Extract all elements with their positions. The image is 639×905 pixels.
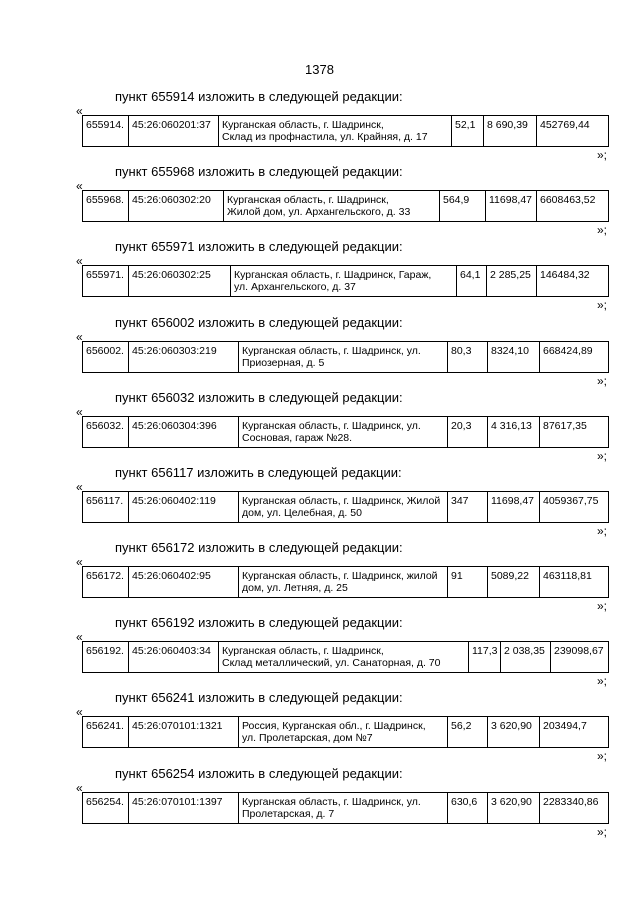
open-quote: « xyxy=(76,405,83,419)
entry-number: 655914. xyxy=(83,116,129,147)
entry-block xyxy=(0,766,639,841)
table-row xyxy=(83,717,609,748)
area: 347 xyxy=(448,492,488,523)
address: Курганская область, г. Шадринск, ул. Сосновая, гараж №28. xyxy=(239,417,448,448)
address: Курганская область, г. Шадринск, Жилой дом, ул. Целебная, д. 50 xyxy=(239,492,448,523)
close-quote: »; xyxy=(597,599,608,613)
entry-table xyxy=(82,491,609,523)
entry-heading: пункт 656002 изложить в следующей редакции: xyxy=(115,315,403,330)
table-row xyxy=(83,342,609,373)
area: 52,1 xyxy=(452,116,484,147)
entry-heading: пункт 655968 изложить в следующей редакции: xyxy=(115,164,403,179)
entry-number: 656192. xyxy=(83,642,129,673)
specific-value: 8 690,39 xyxy=(484,116,537,147)
cadastral-value: 146484,32 xyxy=(537,266,609,297)
area: 91 xyxy=(448,567,488,598)
close-quote: »; xyxy=(597,148,608,162)
specific-value: 5089,22 xyxy=(488,567,540,598)
entry-number: 656254. xyxy=(83,793,129,824)
cadastral-value: 203494,7 xyxy=(540,717,609,748)
open-quote: « xyxy=(76,330,83,344)
area: 564,9 xyxy=(440,191,486,222)
specific-value: 2 038,35 xyxy=(501,642,551,673)
table-row xyxy=(83,116,609,147)
table-row xyxy=(83,492,609,523)
area: 64,1 xyxy=(457,266,487,297)
cadastral-value: 463118,81 xyxy=(540,567,609,598)
address: Курганская область, г. Шадринск, Склад металлический, ул. Санаторная, д. 70 xyxy=(219,642,469,673)
entry-number: 656241. xyxy=(83,717,129,748)
address: Курганская область, г. Шадринск, Склад из профнастила, ул. Крайняя, д. 17 xyxy=(219,116,452,147)
entry-heading: пункт 656192 изложить в следующей редакции: xyxy=(115,615,403,630)
close-quote: »; xyxy=(597,374,608,388)
cadastral-value: 87617,35 xyxy=(540,417,609,448)
cadastral-value: 452769,44 xyxy=(537,116,609,147)
entry-number: 656032. xyxy=(83,417,129,448)
entry-table xyxy=(82,416,609,448)
entry-block xyxy=(0,315,639,390)
address: Курганская область, г. Шадринск, Жилой дом, ул. Архангельского, д. 33 xyxy=(224,191,440,222)
close-quote: »; xyxy=(597,674,608,688)
cadastral-number: 45:26:060302:20 xyxy=(129,191,224,222)
close-quote: »; xyxy=(597,449,608,463)
area: 117,3 xyxy=(469,642,501,673)
address: Курганская область, г. Шадринск, ул. Пролетарская, д. 7 xyxy=(239,793,448,824)
cadastral-number: 45:26:060302:25 xyxy=(129,266,231,297)
entry-table xyxy=(82,641,609,673)
entry-heading: пункт 655971 изложить в следующей редакции: xyxy=(115,239,403,254)
area: 630,6 xyxy=(448,793,488,824)
open-quote: « xyxy=(76,104,83,118)
entry-heading: пункт 656032 изложить в следующей редакции: xyxy=(115,390,403,405)
entry-block xyxy=(0,390,639,465)
cadastral-value: 668424,89 xyxy=(540,342,609,373)
address: Курганская область, г. Шадринск, ул. Приозерная, д. 5 xyxy=(239,342,448,373)
table-row xyxy=(83,191,609,222)
entry-table xyxy=(82,566,609,598)
specific-value: 3 620,90 xyxy=(488,793,540,824)
cadastral-value: 2283340,86 xyxy=(540,793,609,824)
entry-heading: пункт 656172 изложить в следующей редакции: xyxy=(115,540,403,555)
entry-table xyxy=(82,716,609,748)
entry-number: 655971. xyxy=(83,266,129,297)
close-quote: »; xyxy=(597,749,608,763)
specific-value: 8324,10 xyxy=(488,342,540,373)
entry-number: 655968. xyxy=(83,191,129,222)
cadastral-number: 45:26:060303:219 xyxy=(129,342,239,373)
table-row xyxy=(83,266,609,297)
entry-number: 656002. xyxy=(83,342,129,373)
area: 80,3 xyxy=(448,342,488,373)
area: 56,2 xyxy=(448,717,488,748)
entry-block xyxy=(0,164,639,239)
entry-block xyxy=(0,540,639,615)
entry-table xyxy=(82,265,609,297)
close-quote: »; xyxy=(597,524,608,538)
specific-value: 2 285,25 xyxy=(487,266,537,297)
entry-block xyxy=(0,239,639,314)
cadastral-number: 45:26:070101:1321 xyxy=(129,717,239,748)
open-quote: « xyxy=(76,705,83,719)
close-quote: »; xyxy=(597,298,608,312)
open-quote: « xyxy=(76,179,83,193)
open-quote: « xyxy=(76,480,83,494)
specific-value: 3 620,90 xyxy=(488,717,540,748)
entry-table xyxy=(82,792,609,824)
open-quote: « xyxy=(76,254,83,268)
specific-value: 11698,47 xyxy=(486,191,537,222)
close-quote: »; xyxy=(597,825,608,839)
entry-heading: пункт 656241 изложить в следующей редакции: xyxy=(115,690,403,705)
cadastral-number: 45:26:070101:1397 xyxy=(129,793,239,824)
entry-heading: пункт 656117 изложить в следующей редакции: xyxy=(115,465,402,480)
address: Курганская область, г. Шадринск, Гараж, ул. Архангельского, д. 37 xyxy=(231,266,457,297)
entry-table xyxy=(82,115,609,147)
entry-table xyxy=(82,190,609,222)
cadastral-number: 45:26:060402:119 xyxy=(129,492,239,523)
open-quote: « xyxy=(76,781,83,795)
entry-block xyxy=(0,615,639,690)
area: 20,3 xyxy=(448,417,488,448)
entry-block xyxy=(0,465,639,540)
address: Россия, Курганская обл., г. Шадринск, ул. Пролетарская, дом №7 xyxy=(239,717,448,748)
close-quote: »; xyxy=(597,223,608,237)
entry-heading: пункт 655914 изложить в следующей редакции: xyxy=(115,89,403,104)
table-row xyxy=(83,567,609,598)
cadastral-number: 45:26:060304:396 xyxy=(129,417,239,448)
entry-number: 656172. xyxy=(83,567,129,598)
entry-heading: пункт 656254 изложить в следующей редакции: xyxy=(115,766,403,781)
open-quote: « xyxy=(76,555,83,569)
table-row xyxy=(83,793,609,824)
cadastral-value: 6608463,52 xyxy=(537,191,609,222)
address: Курганская область, г. Шадринск, жилой дом, ул. Летняя, д. 25 xyxy=(239,567,448,598)
entry-block xyxy=(0,89,639,164)
specific-value: 11698,47 xyxy=(488,492,540,523)
specific-value: 4 316,13 xyxy=(488,417,540,448)
entry-table xyxy=(82,341,609,373)
table-row xyxy=(83,642,609,673)
open-quote: « xyxy=(76,630,83,644)
cadastral-number: 45:26:060201:37 xyxy=(129,116,219,147)
cadastral-value: 4059367,75 xyxy=(540,492,609,523)
page-number: 1378 xyxy=(305,62,334,77)
cadastral-number: 45:26:060402:95 xyxy=(129,567,239,598)
entry-block xyxy=(0,690,639,765)
entry-number: 656117. xyxy=(83,492,129,523)
cadastral-number: 45:26:060403:34 xyxy=(129,642,219,673)
cadastral-value: 239098,67 xyxy=(551,642,609,673)
table-row xyxy=(83,417,609,448)
